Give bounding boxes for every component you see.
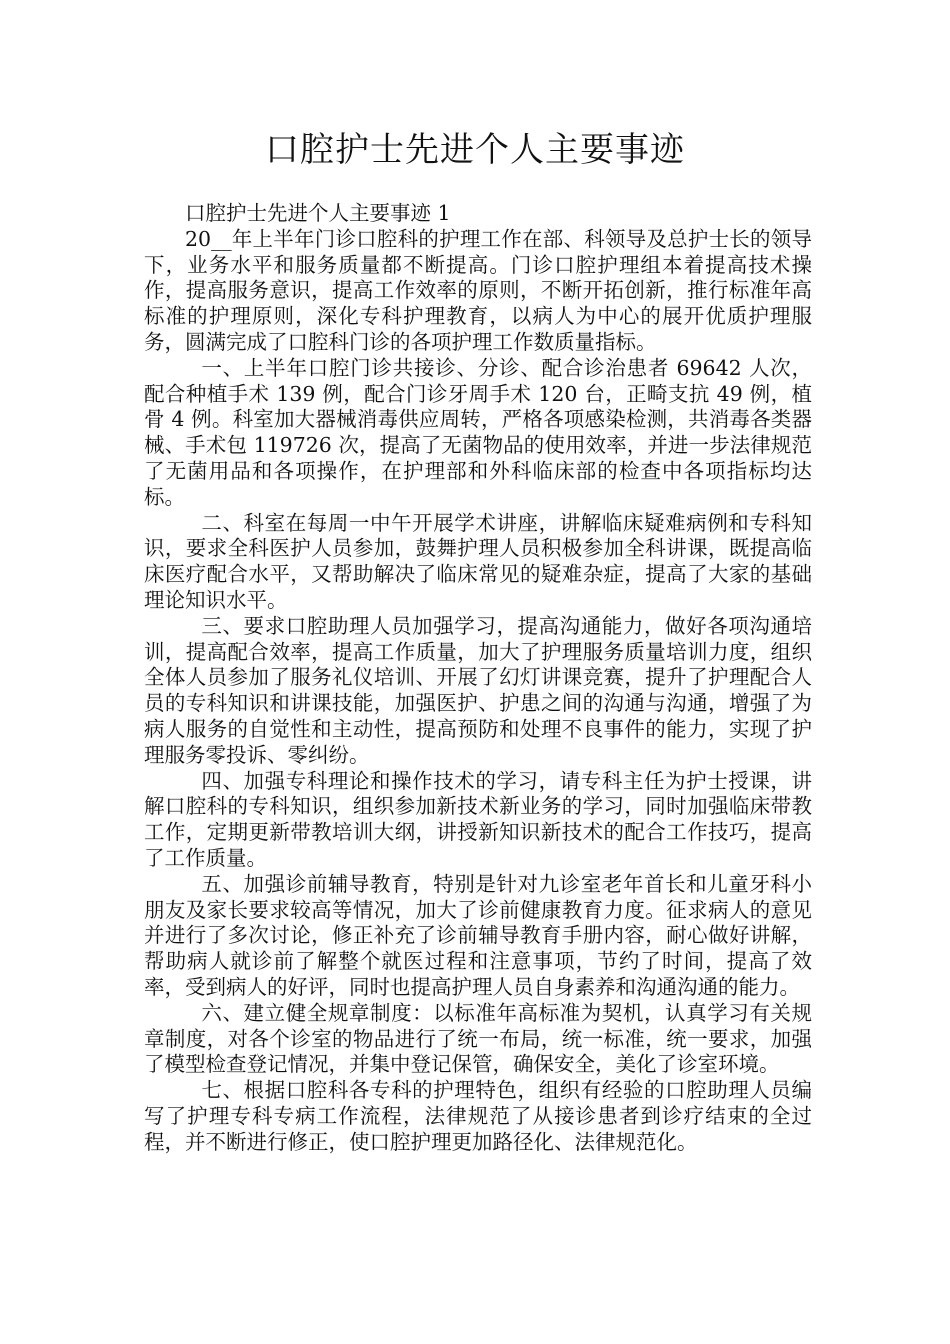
- paragraph-item-1: 一、上半年口腔门诊共接诊、分诊、配合诊治患者 69642 人次，配合种植手术 139 例，配合门诊牙周手术 120 台，正畸支抗 49 例，植骨 4 例。科室加大器械消毒供应周转，严格各项感染检测，共消毒各类器械、手术包 119726 次，提高了无菌物品的使用效率，并进一步法律规范了无菌用品和各项操作，在护理部和外科临床部的检查中各项指标均达标。: [144, 355, 812, 509]
- paragraph-item-3: 三、要求口腔助理人员加强学习，提高沟通能力，做好各项沟通培训，提高配合效率，提高工作质量，加大了护理服务质量培训力度，组织全体人员参加了服务礼仪培训、开展了幻灯讲课竞赛，提升了护理配合人员的专科知识和讲课技能，加强医护、护患之间的沟通与沟通，增强了为病人服务的自觉性和主动性，提高预防和处理不良事件的能力，实现了护理服务零投诉、零纠纷。: [144, 613, 812, 767]
- section-subtitle: 口腔护士先进个人主要事迹 1: [185, 201, 451, 225]
- paragraph-item-2: 二、科室在每周一中午开展学术讲座，讲解临床疑难病例和专科知识，要求全科医护人员参加，鼓舞护理人员积极参加全科讲课，既提高临床医疗配合水平，又帮助解决了临床常见的疑难杂症，提高了大家的基础理论知识水平。: [144, 510, 812, 612]
- paragraph-intro: 20__年上半年门诊口腔科的护理工作在部、科领导及总护士长的领导下，业务水平和服务质量都不断提高。门诊口腔护理组本着提高技术操作，提高服务意识，提高工作效率的原则，不断开拓创新，推行标准年高标准的护理原则，深化专科护理教育，以病人为中心的展开优质护理服务，圆满完成了口腔科门诊的各项护理工作数质量指标。: [144, 226, 812, 354]
- paragraph-item-7: 七、根据口腔科各专科的护理特色，组织有经验的口腔助理人员编写了护理专科专病工作流程，法律规范了从接诊患者到诊疗结束的全过程，并不断进行修正，使口腔护理更加路径化、法律规范化。: [144, 1078, 812, 1154]
- paragraph-item-4: 四、加强专科理论和操作技术的学习，请专科主任为护士授课，讲解口腔科的专科知识，组织参加新技术新业务的学习，同时加强临床带教工作，定期更新带教培训大纲，讲授新知识新技术的配合工作技巧，提高了工作质量。: [144, 768, 812, 870]
- document-body: [144, 201, 812, 1155]
- document-title: 口腔护士先进个人主要事迹: [265, 130, 685, 170]
- paragraph-item-6: 六、建立健全规章制度：以标准年高标准为契机，认真学习有关规章制度，对各个诊室的物品进行了统一布局，统一标准，统一要求，加强了模型检查登记情况，并集中登记保管，确保安全，美化了诊室环境。: [144, 1000, 812, 1077]
- paragraph-item-5: 五、加强诊前辅导教育，特别是针对九诊室老年首长和儿童牙科小朋友及家长要求较高等情况，加大了诊前健康教育力度。征求病人的意见并进行了多次讨论，修正补充了诊前辅导教育手册内容，耐心做好讲解，帮助病人就诊前了解整个就医过程和注意事项，节约了时间，提高了效率，受到病人的好评，同时也提高护理人员自身素养和沟通沟通的能力。: [144, 871, 812, 999]
